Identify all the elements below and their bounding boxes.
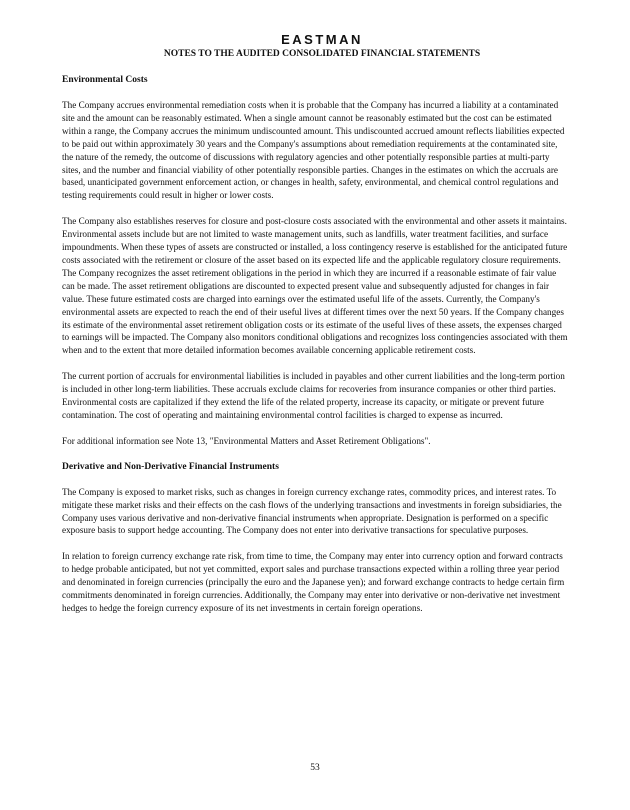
paragraph: The Company is exposed to market risks, such as changes in foreign currency exchange rates, commodity prices, and interest rates. To mitigate these market risks and their effects on the cash flows of the underlying transactions and investments in foreign subsidiaries, the Company uses various derivative and non-derivative financial instruments when appropriate. Designation is performed on a specific exposure basis to support hedge accounting. The Company does not enter into derivative transactions for speculative purposes.	[62, 486, 562, 536]
paragraph: The current portion of accruals for environmental liabilities is included in payables and other current liabilities and the long-term portion is included in other long-term liabilities. These accruals exclude claims for recoveries from insurance companies or other third parties. Environmental costs are capitalized if they extend the life of the related property, increase its capacity, or mitigate or prevent future contamination. The cost of operating and maintaining environmental control facilities is charged to expense as incurred.	[62, 371, 565, 420]
company-logo: EASTMAN	[281, 32, 363, 47]
document-title: NOTES TO THE AUDITED CONSOLIDATED FINANCIAL STATEMENTS	[163, 49, 481, 59]
paragraph: For additional information see Note 13, "Environmental Matters and Asset Retirement Obligations".	[62, 435, 431, 446]
section-heading-derivative-instruments: Derivative and Non-Derivative Financial Instruments	[62, 461, 279, 472]
paragraph: In relation to foreign currency exchange rate risk, from time to time, the Company may enter into currency option and forward contracts to hedge probable anticipated, but not yet committed, export sales and purchase transactions expected within a rolling three year period and denominated in foreign currencies (principally the euro and the Japanese yen); and forward exchange contracts to hedge certain firm commitments denominated in foreign currencies. Additionally, the Company may enter into derivative or non-derivative net investment hedges to hedge the foreign currency exposure of its net investments in certain foreign operations.	[62, 551, 565, 613]
paragraph: The Company also establishes reserves for closure and post-closure costs associated with the environmental and other assets it maintains. Environmental assets include but are not limited to waste management units, such as landfills, water treatment facilities, and surface impoundments. When these types of assets are constructed or installed, a loss contingency reserve is established for the anticipated future costs associated with the retirement or closure of the asset based on its expected life and the applicable regulatory closure requirements. The Company recognizes the asset retirement obligations in the period in which they are incurred if a reasonable estimate of fair value can be made. The asset retirement obligations are discounted to expected present value and subsequently adjusted for changes in fair value. These future estimated costs are charged into earnings over the estimated useful life of the assets. Currently, the Company's environmental assets are expected to reach the end of their useful lives at different times over the next 50 years. If the Company changes its estimate of the environmental asset retirement obligation costs or its estimate of the useful lives of these assets, the expenses charged to earnings will be impacted. The Company also monitors conditional obligations and recognizes loss contingencies associated with them when and to the extent that more detailed information becomes available concerning applicable retirement costs.	[62, 216, 568, 356]
page-number: 53	[310, 763, 320, 773]
section-heading-environmental-costs: Environmental Costs	[62, 75, 148, 85]
paragraph: The Company accrues environmental remediation costs when it is probable that the Company has incurred a liability at a contaminated site and the amount can be reasonably estimated. When a single amount cannot be reasonably estimated but the cost can be estimated within a range, the Company accrues the minimum undiscounted amount. This undiscounted accrued amount reflects liabilities expected to be paid out within approximately 30 years and the Company's assumptions about remediation requirements at the contaminated site, the nature of the remedy, the outcome of discussions with regulatory agencies and other potentially responsible parties at multi-party sites, and the number and financial viability of other potentially responsible parties. Changes in the estimates on which the accruals are based, unanticipated government enforcement action, or changes in health, safety, environmental, and chemical control regulations and testing requirements could result in higher or lower costs.	[62, 100, 565, 201]
page-content	[62, 32, 570, 615]
